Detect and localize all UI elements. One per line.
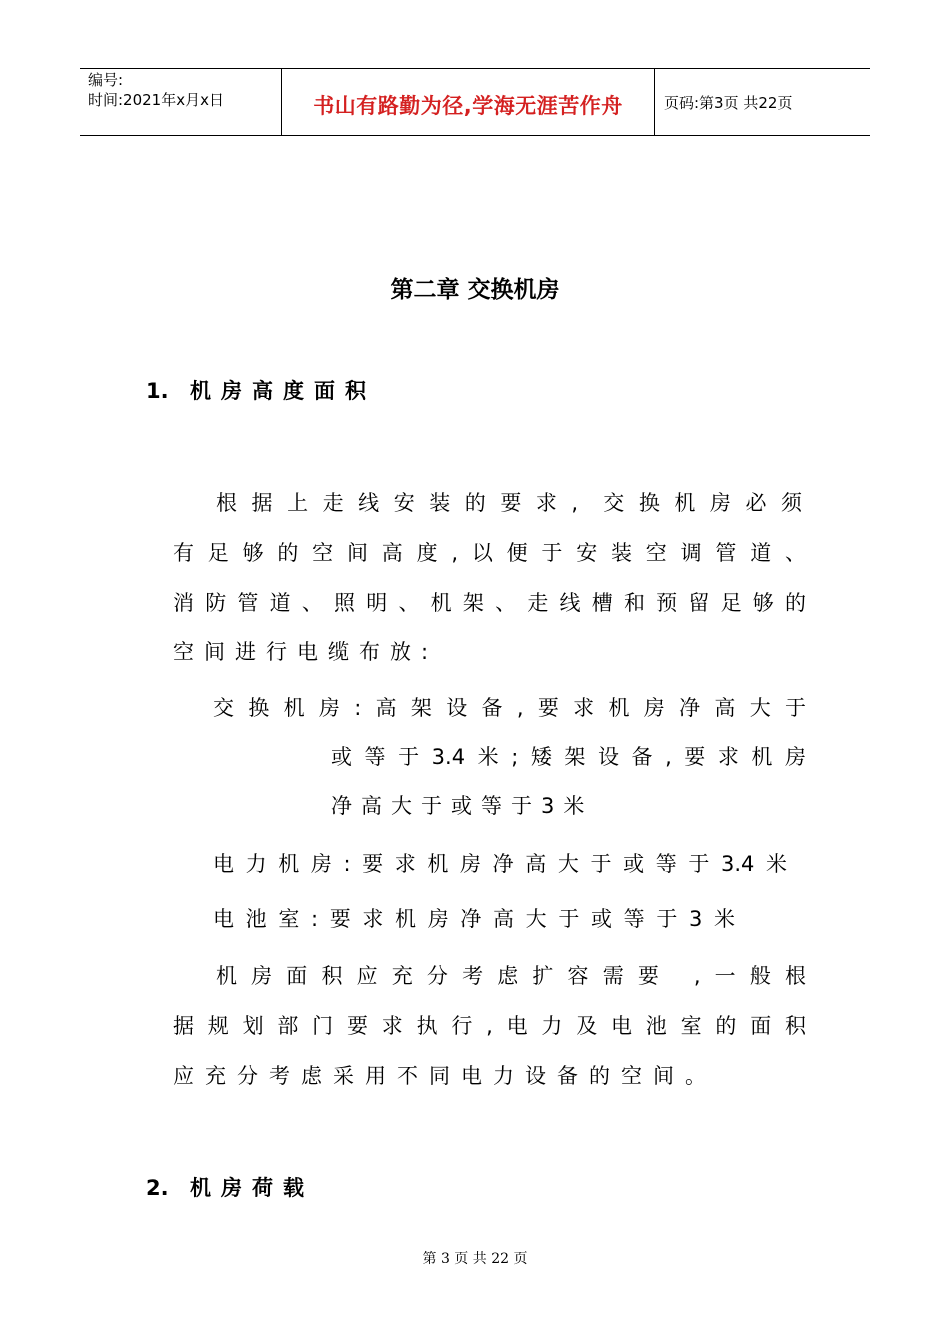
body-line: 电池室:要求机房净高大于或等于3米 — [213, 907, 735, 931]
header-top-rule — [80, 68, 870, 69]
section-heading-2 — [146, 1172, 314, 1202]
body-line: 机房面积应充分考虑扩容需要 ,一般根 — [216, 964, 806, 988]
body-line: 应充分考虑采用不同电力设备的空间。 — [173, 1064, 717, 1088]
body-line: 或等于3.4米;矮架设备,要求机房 — [331, 745, 806, 769]
body-line: 电力机房:要求机房净高大于或等于3.4米 — [213, 852, 787, 876]
section-number: 2. — [146, 1176, 169, 1200]
section-heading-1 — [146, 375, 376, 405]
page-footer: 第 3 页 共 22 页 — [422, 1251, 528, 1267]
body-line: 消防管道、照明、机架、走线槽和预留足够的 — [173, 591, 806, 615]
header-bottom-rule — [80, 135, 870, 136]
header-page-label: 页码:第3页 共22页 — [664, 94, 793, 112]
header-divider-right — [654, 68, 655, 136]
body-line: 净高大于或等于3米 — [331, 794, 594, 818]
header-date-label: 时间:2021年x月x日 — [88, 91, 224, 109]
section-title: 机房荷载 — [190, 1176, 314, 1200]
body-line: 根据上走线安装的要求, 交换机房必须 — [216, 491, 806, 515]
header-number-label: 编号: — [88, 71, 124, 89]
body-line: 交换机房:高架设备,要求机房净高大于 — [213, 696, 806, 720]
chapter-title: 第二章 交换机房 — [390, 277, 560, 303]
body-line: 有足够的空间高度,以便于安装空调管道、 — [173, 541, 806, 565]
section-title: 机房高度面积 — [190, 379, 376, 403]
body-line: 空间进行电缆布放: — [173, 640, 439, 664]
section-number: 1. — [146, 379, 169, 403]
body-line: 据规划部门要求执行,电力及电池室的面积 — [173, 1014, 806, 1038]
header-motto: 书山有路勤为径,学海无涯苦作舟 — [313, 94, 623, 118]
